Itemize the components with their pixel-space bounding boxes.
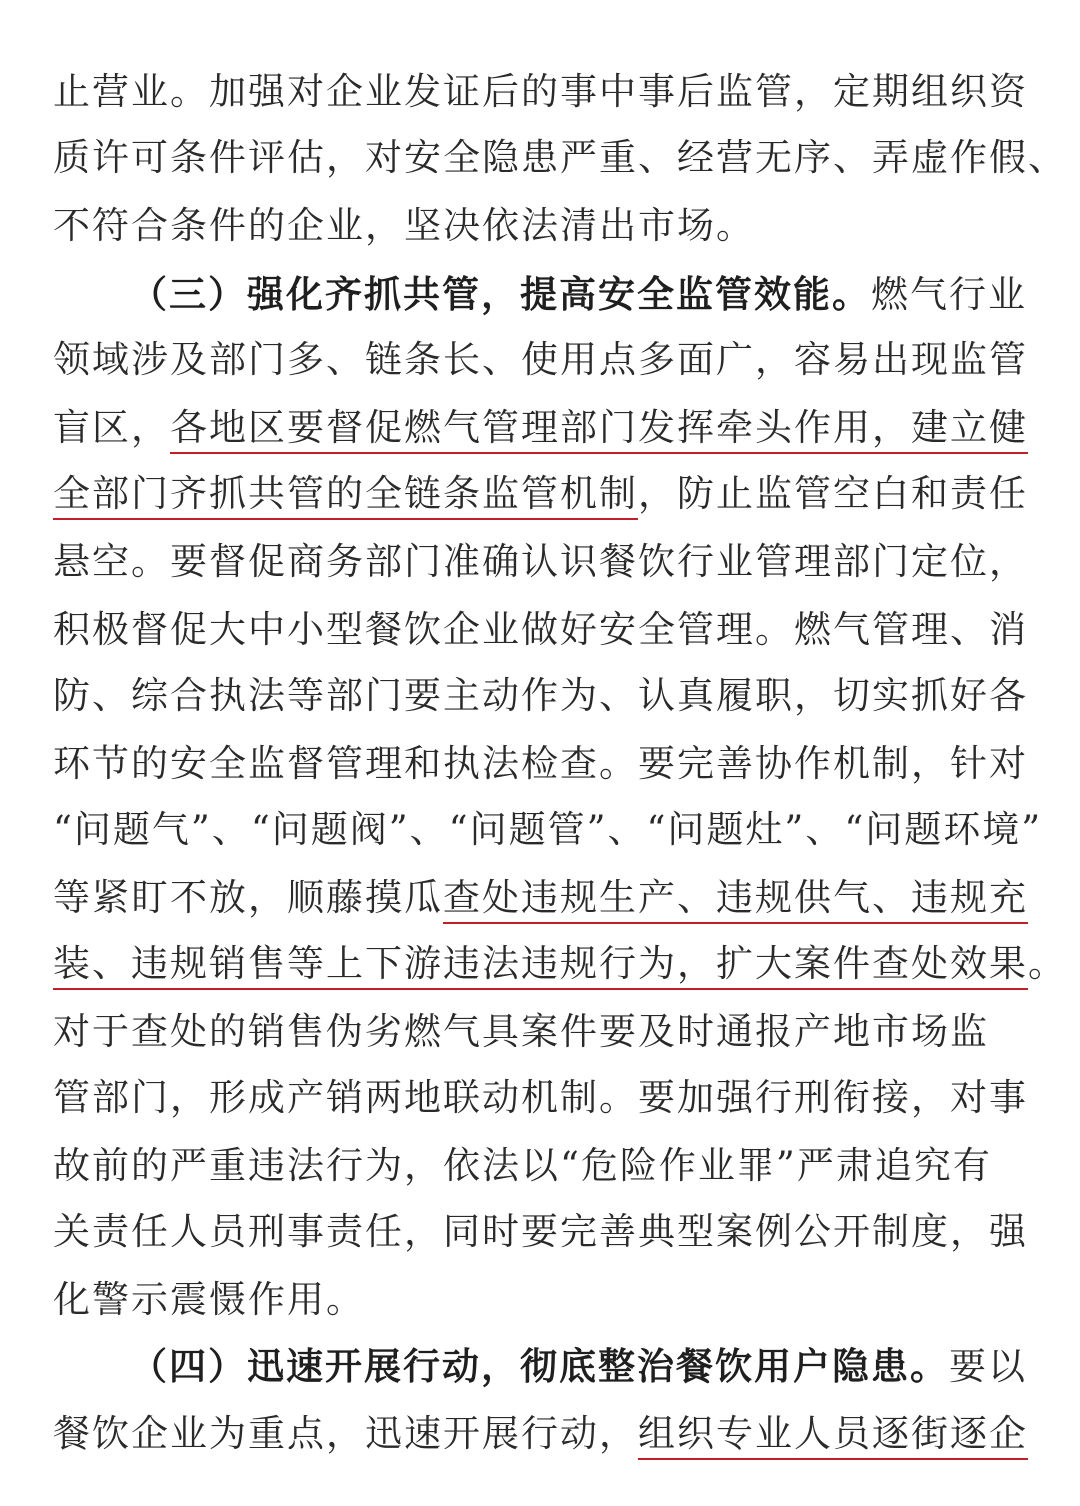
underlined-text: 组织专业人员逐街逐企 [638, 1412, 1028, 1460]
section-heading-3: （三）强化齐抓共管，提高安全监管效能。燃气行业 [130, 272, 1027, 316]
underlined-text: 查处违规生产、违规供气、违规充 [443, 876, 1028, 924]
text-line: 止营业。加强对企业发证后的事中事后监管，定期组织资 [53, 70, 1028, 113]
text-line: 质许可条件评估，对安全隐患严重、经营无序、弄虚作假、 [53, 136, 1067, 179]
heading-text: （三）强化齐抓共管，提高安全监管效能。 [130, 272, 871, 316]
underlined-text: 全部门齐抓共管的全链条监管机制 [53, 472, 638, 520]
text-line: 故前的严重违法行为，依法以“危险作业罪”严肃追究有 [53, 1144, 992, 1187]
text-line: 盲区，各地区要督促燃气管理部门发挥牵头作用，建立健 [53, 398, 1043, 458]
text-line: 化警示震慑作用。 [53, 1278, 365, 1321]
text-line: 关责任人员刑事责任，同时要完善典型案例公开制度，强 [53, 1210, 1028, 1253]
heading-text: （四）迅速开展行动，彻底整治餐饮用户隐患。 [130, 1344, 949, 1388]
text-line: 装、违规销售等上下游违法违规行为，扩大案件查处效果。 [53, 934, 1043, 994]
section-heading-4: （四）迅速开展行动，彻底整治餐饮用户隐患。要以 [130, 1344, 1027, 1388]
text-line: 管部门，形成产销两地联动机制。要加强行刑衔接，对事 [53, 1076, 1028, 1119]
text-line: “问题气”、“问题阀”、“问题管”、“问题灶”、“问题环境” [53, 808, 1043, 851]
text-line: 对于查处的销售伪劣燃气具案件要及时通报产地市场监 [53, 1010, 989, 1053]
text-line: 悬空。要督促商务部门准确认识餐饮行业管理部门定位， [53, 540, 1028, 583]
text-line: 全部门齐抓共管的全链条监管机制，防止监管空白和责任 [53, 464, 1043, 524]
underlined-text: 装、违规销售等上下游违法违规行为，扩大案件查处效果 [53, 942, 1028, 990]
text-line: 环节的安全监督管理和执法检查。要完善协作机制，针对 [53, 742, 1028, 785]
text-line: 等紧盯不放，顺藤摸瓜查处违规生产、违规供气、违规充 [53, 868, 1043, 928]
text-line: 餐饮企业为重点，迅速开展行动，组织专业人员逐街逐企 [53, 1404, 1043, 1464]
text-line: 积极督促大中小型餐饮企业做好安全管理。燃气管理、消 [53, 608, 1028, 651]
text-line: 不符合条件的企业，坚决依法清出市场。 [53, 204, 755, 247]
text-line: 防、综合执法等部门要主动作为、认真履职，切实抓好各 [53, 674, 1028, 717]
underlined-text: 各地区要督促燃气管理部门发挥牵头作用，建立健 [170, 406, 1028, 454]
text-line: 领域涉及部门多、链条长、使用点多面广，容易出现监管 [53, 338, 1028, 381]
